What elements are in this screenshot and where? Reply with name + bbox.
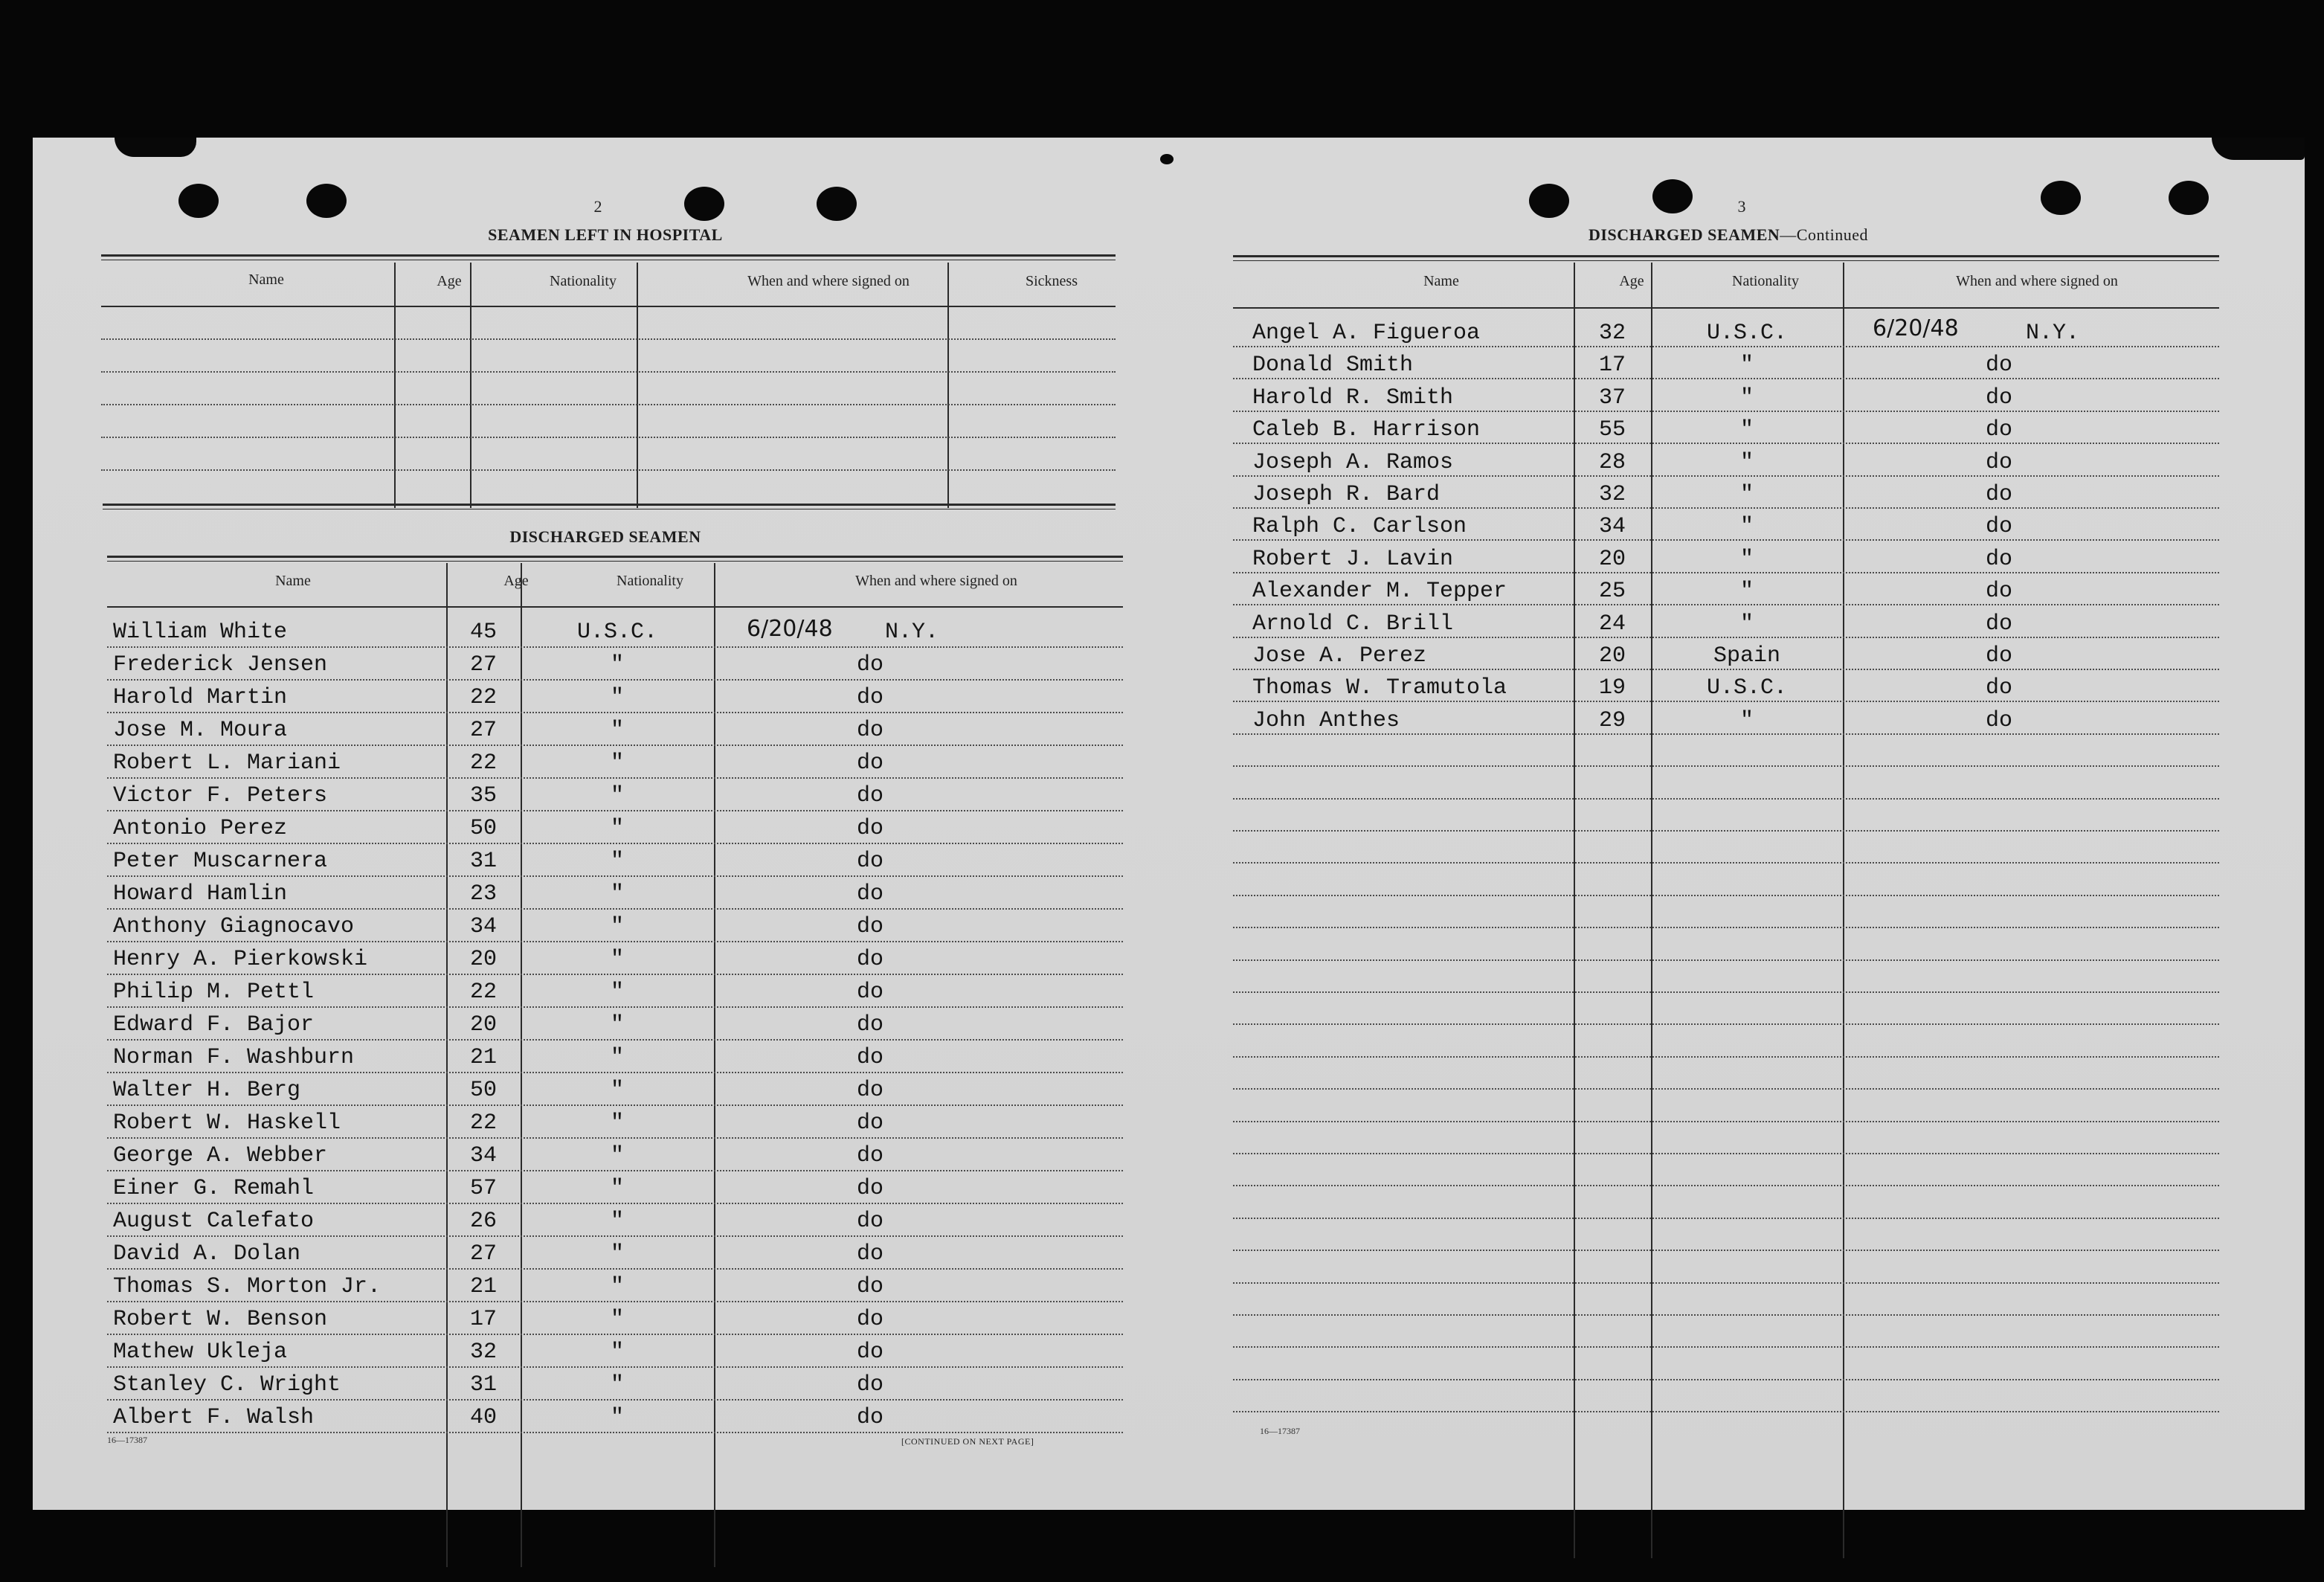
hospital-row-line xyxy=(101,404,1116,405)
seaman-age: 34 xyxy=(469,1143,497,1168)
hospital-top-rule xyxy=(101,254,1116,260)
seaman-name: Einer G. Remahl xyxy=(113,1176,315,1201)
seaman-nationality: " xyxy=(610,980,624,1005)
seaman-name: Howard Hamlin xyxy=(113,881,288,907)
seaman-signed-on: do xyxy=(1985,482,2012,507)
punch-hole xyxy=(684,187,724,221)
seaman-name: Mathew Ukleja xyxy=(113,1340,288,1365)
seaman-age: 22 xyxy=(469,1110,497,1136)
seaman-age: 17 xyxy=(1598,353,1626,378)
seaman-name: John Anthes xyxy=(1252,708,1400,733)
seaman-name: Robert J. Lavin xyxy=(1252,547,1454,572)
seaman-name: Walter H. Berg xyxy=(113,1078,301,1103)
seaman-signed-place: N.Y. xyxy=(2026,321,2080,346)
discharged-row-line xyxy=(107,1170,1123,1171)
seaman-name: Ralph C. Carlson xyxy=(1252,514,1467,539)
hospital-column-divider xyxy=(947,263,949,508)
seaman-age: 27 xyxy=(469,652,497,678)
seaman-signed-on: do xyxy=(856,1340,883,1365)
seaman-name: Henry A. Pierkowski xyxy=(113,947,368,972)
seaman-signed-on: do xyxy=(1985,417,2012,443)
seaman-name: Donald Smith xyxy=(1252,353,1414,378)
discharged-row-line xyxy=(107,712,1123,713)
seaman-name: Alexander M. Tepper xyxy=(1252,579,1507,604)
seaman-signed-on: do xyxy=(856,1307,883,1332)
seaman-nationality: " xyxy=(1739,385,1754,411)
seaman-age: 32 xyxy=(1598,321,1626,346)
seaman-age: 31 xyxy=(469,849,497,874)
seaman-nationality: " xyxy=(610,1307,624,1332)
torn-edge xyxy=(115,138,196,157)
discharged-header-rule xyxy=(107,606,1123,608)
continued-row-line xyxy=(1233,1346,2219,1348)
discharged-row-line xyxy=(107,1039,1123,1041)
continued-row-line xyxy=(1233,507,2219,509)
seaman-age: 40 xyxy=(469,1405,497,1430)
continued-row-line xyxy=(1233,1282,2219,1284)
seaman-signed-on: do xyxy=(856,849,883,874)
seaman-nationality: " xyxy=(1739,417,1754,443)
hospital-column-divider xyxy=(470,263,471,508)
seaman-signed-on: do xyxy=(856,783,883,808)
seaman-age: 45 xyxy=(469,620,497,645)
seaman-name: Thomas W. Tramutola xyxy=(1252,675,1507,701)
seaman-nationality: " xyxy=(610,849,624,874)
continued-row-line xyxy=(1233,1250,2219,1251)
seaman-signed-on: do xyxy=(856,1176,883,1201)
seaman-name: Joseph R. Bard xyxy=(1252,482,1441,507)
seaman-age: 22 xyxy=(469,750,497,776)
seaman-name: David A. Dolan xyxy=(113,1241,301,1267)
seaman-name: Harold Martin xyxy=(113,685,288,710)
seaman-name: Albert F. Walsh xyxy=(113,1405,315,1430)
seaman-signed-on: do xyxy=(1985,514,2012,539)
discharged-row-line xyxy=(107,974,1123,975)
column-header-name: Name xyxy=(248,271,284,288)
punch-hole xyxy=(2169,181,2209,215)
seaman-nationality: " xyxy=(610,718,624,743)
seaman-signed-on: do xyxy=(1985,547,2012,572)
seaman-signed-on: do xyxy=(1985,675,2012,701)
seaman-signed-on: do xyxy=(856,881,883,907)
seaman-signed-on: do xyxy=(856,914,883,939)
seaman-signed-date: 6/20/48 xyxy=(1873,315,1959,341)
discharged-row-line xyxy=(107,1366,1123,1368)
right-header-rule xyxy=(1233,307,2219,309)
seaman-age: 25 xyxy=(1598,579,1626,604)
seaman-signed-on: do xyxy=(1985,643,2012,669)
seaman-name: Frederick Jensen xyxy=(113,652,328,678)
seaman-nationality: " xyxy=(610,1143,624,1168)
continued-row-line xyxy=(1233,475,2219,477)
seaman-nationality: " xyxy=(610,1372,624,1398)
seaman-signed-on: do xyxy=(856,1012,883,1038)
seaman-nationality: " xyxy=(610,685,624,710)
discharged-section-title: DISCHARGED SEAMEN xyxy=(509,527,701,546)
seaman-age: 31 xyxy=(469,1372,497,1398)
column-header-nationality: Nationality xyxy=(550,273,617,289)
seaman-name: Jose A. Perez xyxy=(1252,643,1427,669)
continued-row-line xyxy=(1233,669,2219,670)
discharged-row-line xyxy=(107,646,1123,648)
continued-row-line xyxy=(1233,411,2219,412)
continued-row-line xyxy=(1233,1023,2219,1025)
seaman-name: Robert L. Mariani xyxy=(113,750,341,776)
seaman-signed-on: do xyxy=(1985,611,2012,637)
punch-hole xyxy=(1529,184,1569,218)
continued-row-line xyxy=(1233,798,2219,800)
seaman-nationality: " xyxy=(610,783,624,808)
seaman-name: Anthony Giagnocavo xyxy=(113,914,355,939)
column-header-name: Name xyxy=(1423,273,1459,289)
seaman-signed-on: do xyxy=(856,750,883,776)
continued-row-line xyxy=(1233,1185,2219,1186)
continued-row-line xyxy=(1233,765,2219,767)
column-header-signed-on: When and where signed on xyxy=(1956,273,2118,289)
seaman-name: Jose M. Moura xyxy=(113,718,288,743)
continued-row-line xyxy=(1233,862,2219,864)
seaman-age: 19 xyxy=(1598,675,1626,701)
seaman-age: 21 xyxy=(469,1274,497,1299)
seaman-nationality: " xyxy=(1739,611,1754,637)
discharged-row-line xyxy=(107,843,1123,844)
seaman-nationality: U.S.C. xyxy=(576,620,658,645)
seaman-nationality: " xyxy=(1739,353,1754,378)
discharged-continued-title xyxy=(1542,225,1914,245)
column-header-nationality: Nationality xyxy=(1732,273,1799,289)
document-sheet xyxy=(33,138,2305,1510)
hospital-column-divider xyxy=(637,263,638,508)
continued-row-line xyxy=(1233,604,2219,605)
seaman-signed-on: do xyxy=(856,1110,883,1136)
seaman-name: Antonio Perez xyxy=(113,816,288,841)
discharged-row-line xyxy=(107,679,1123,681)
continued-row-line xyxy=(1233,378,2219,379)
continued-row-line xyxy=(1233,701,2219,702)
hospital-row-line xyxy=(101,371,1116,373)
seaman-age: 23 xyxy=(469,881,497,907)
continued-note: [CONTINUED ON NEXT PAGE] xyxy=(901,1436,1034,1447)
form-code: 16—17387 xyxy=(107,1435,147,1445)
column-header-age: Age xyxy=(503,573,529,589)
column-header-signed-on: When and where signed on xyxy=(855,573,1017,589)
continued-row-line xyxy=(1233,830,2219,832)
seaman-signed-on: do xyxy=(856,1405,883,1430)
seaman-nationality: " xyxy=(610,1241,624,1267)
seaman-age: 17 xyxy=(469,1307,497,1332)
seaman-name: Philip M. Pettl xyxy=(113,980,315,1005)
seaman-signed-on: do xyxy=(856,1045,883,1070)
seaman-age: 57 xyxy=(469,1176,497,1201)
seaman-age: 26 xyxy=(469,1209,497,1234)
discharged-top-rule xyxy=(107,556,1123,562)
continued-row-line xyxy=(1233,1218,2219,1219)
continued-row-line xyxy=(1233,927,2219,928)
seaman-age: 55 xyxy=(1598,417,1626,443)
column-header-sickness: Sickness xyxy=(1026,273,1078,289)
seaman-signed-on: do xyxy=(1985,450,2012,475)
discharged-row-line xyxy=(107,1006,1123,1008)
seaman-signed-on: do xyxy=(856,816,883,841)
continued-row-line xyxy=(1233,1314,2219,1316)
seaman-nationality: " xyxy=(1739,579,1754,604)
seaman-nationality: " xyxy=(610,1340,624,1365)
discharged-row-line xyxy=(107,941,1123,942)
seaman-age: 20 xyxy=(1598,547,1626,572)
seaman-age: 32 xyxy=(469,1340,497,1365)
seaman-name: Norman F. Washburn xyxy=(113,1045,355,1070)
seaman-nationality: " xyxy=(610,1176,624,1201)
seaman-name: Joseph A. Ramos xyxy=(1252,450,1454,475)
seaman-nationality: " xyxy=(610,914,624,939)
discharged-row-line xyxy=(107,1334,1123,1335)
hospital-row-line xyxy=(101,437,1116,438)
discharged-row-line xyxy=(107,777,1123,779)
seaman-age: 34 xyxy=(469,914,497,939)
seaman-nationality: " xyxy=(610,1078,624,1103)
seaman-name: August Calefato xyxy=(113,1209,315,1234)
seaman-nationality: " xyxy=(1739,450,1754,475)
seaman-signed-on: do xyxy=(856,1241,883,1267)
discharged-row-line xyxy=(107,1235,1123,1237)
seaman-name: Thomas S. Morton Jr. xyxy=(113,1274,382,1299)
seaman-nationality: " xyxy=(610,947,624,972)
seaman-signed-on: do xyxy=(1985,385,2012,411)
seaman-name: Robert W. Benson xyxy=(113,1307,328,1332)
seaman-nationality: " xyxy=(610,1274,624,1299)
continued-row-line xyxy=(1233,637,2219,638)
seaman-age: 21 xyxy=(469,1045,497,1070)
discharged-row-line xyxy=(107,745,1123,746)
seaman-age: 22 xyxy=(469,980,497,1005)
seaman-nationality: U.S.C. xyxy=(1706,321,1788,346)
seaman-signed-on: do xyxy=(856,1078,883,1103)
seaman-signed-date: 6/20/48 xyxy=(747,616,833,642)
hospital-section-title: SEAMEN LEFT IN HOSPITAL xyxy=(488,225,723,244)
discharged-row-line xyxy=(107,1301,1123,1302)
seaman-nationality: " xyxy=(610,1110,624,1136)
seaman-name: Harold R. Smith xyxy=(1252,385,1454,411)
discharged-row-line xyxy=(107,1072,1123,1073)
column-header-age: Age xyxy=(437,273,462,289)
seaman-age: 32 xyxy=(1598,482,1626,507)
seaman-age: 35 xyxy=(469,783,497,808)
seaman-signed-place: N.Y. xyxy=(885,620,939,645)
punch-hole xyxy=(1652,179,1693,213)
continued-row-line xyxy=(1233,1056,2219,1058)
column-header-name: Name xyxy=(275,573,311,589)
discharged-row-line xyxy=(107,875,1123,877)
discharged-row-line xyxy=(107,1203,1123,1204)
hospital-row-line xyxy=(101,469,1116,471)
seaman-name: Angel A. Figueroa xyxy=(1252,321,1481,346)
discharged-row-line xyxy=(107,1432,1123,1433)
seaman-signed-on: do xyxy=(856,718,883,743)
seaman-age: 50 xyxy=(469,816,497,841)
continued-row-line xyxy=(1233,572,2219,573)
continued-row-line xyxy=(1233,1121,2219,1122)
seaman-name: Victor F. Peters xyxy=(113,783,328,808)
seaman-nationality: " xyxy=(610,1012,624,1038)
seaman-nationality: Spain xyxy=(1713,643,1780,669)
seaman-nationality: " xyxy=(610,750,624,776)
right-top-rule xyxy=(1233,255,2219,261)
seaman-name: Arnold C. Brill xyxy=(1252,611,1454,637)
punch-hole xyxy=(178,184,219,218)
seaman-nationality: " xyxy=(1739,482,1754,507)
continued-row-line xyxy=(1233,1379,2219,1380)
seaman-age: 22 xyxy=(469,685,497,710)
form-code: 16—17387 xyxy=(1260,1426,1300,1436)
seaman-nationality: " xyxy=(610,652,624,678)
seaman-age: 27 xyxy=(469,718,497,743)
seaman-nationality: " xyxy=(1739,514,1754,539)
seaman-nationality: " xyxy=(610,1405,624,1430)
seaman-age: 27 xyxy=(469,1241,497,1267)
seaman-name: Stanley C. Wright xyxy=(113,1372,341,1398)
seaman-signed-on: do xyxy=(1985,353,2012,378)
continued-row-line xyxy=(1233,1153,2219,1154)
punch-hole xyxy=(2041,181,2081,215)
page-number: 3 xyxy=(1737,197,1746,216)
seaman-nationality: U.S.C. xyxy=(1706,675,1788,701)
seaman-age: 37 xyxy=(1598,385,1626,411)
continued-row-line xyxy=(1233,895,2219,896)
seaman-name: George A. Webber xyxy=(113,1143,328,1168)
seaman-age: 20 xyxy=(1598,643,1626,669)
hospital-column-divider xyxy=(394,263,396,508)
torn-edge xyxy=(1160,154,1174,164)
continued-row-line xyxy=(1233,733,2219,735)
seaman-nationality: " xyxy=(610,1045,624,1070)
torn-edge xyxy=(2212,138,2305,160)
seaman-signed-on: do xyxy=(856,1274,883,1299)
seaman-name: Robert W. Haskell xyxy=(113,1110,341,1136)
seaman-signed-on: do xyxy=(856,685,883,710)
hospital-bottom-rule xyxy=(103,504,1116,509)
seaman-age: 28 xyxy=(1598,450,1626,475)
seaman-nationality: " xyxy=(610,1209,624,1234)
discharged-row-line xyxy=(107,810,1123,811)
seaman-name: Edward F. Bajor xyxy=(113,1012,315,1038)
seaman-signed-on: do xyxy=(856,652,883,678)
punch-hole xyxy=(817,187,857,221)
seaman-nationality: " xyxy=(1739,547,1754,572)
seaman-age: 20 xyxy=(469,947,497,972)
seaman-name: William White xyxy=(113,620,288,645)
seaman-name: Peter Muscarnera xyxy=(113,849,328,874)
seaman-name: Caleb B. Harrison xyxy=(1252,417,1481,443)
hospital-header-rule xyxy=(101,306,1116,307)
continued-row-line xyxy=(1233,346,2219,347)
page-number: 2 xyxy=(593,197,602,216)
seaman-nationality: " xyxy=(1739,708,1754,733)
continued-row-line xyxy=(1233,1088,2219,1090)
seaman-age: 50 xyxy=(469,1078,497,1103)
continued-row-line xyxy=(1233,443,2219,444)
seaman-signed-on: do xyxy=(1985,579,2012,604)
continued-row-line xyxy=(1233,1411,2219,1412)
discharged-row-line xyxy=(107,1268,1123,1270)
hospital-row-line xyxy=(101,338,1116,340)
seaman-age: 34 xyxy=(1598,514,1626,539)
continued-row-line xyxy=(1233,539,2219,541)
seaman-nationality: " xyxy=(610,881,624,907)
discharged-row-line xyxy=(107,1399,1123,1401)
discharged-title-main: DISCHARGED SEAMEN xyxy=(1589,225,1780,244)
column-header-signed-on: When and where signed on xyxy=(747,273,910,289)
discharged-row-line xyxy=(107,1137,1123,1139)
punch-hole xyxy=(306,184,347,218)
seaman-signed-on: do xyxy=(856,1209,883,1234)
continued-row-line xyxy=(1233,959,2219,961)
seaman-signed-on: do xyxy=(856,980,883,1005)
column-header-nationality: Nationality xyxy=(617,573,683,589)
column-header-age: Age xyxy=(1619,273,1644,289)
seaman-age: 29 xyxy=(1598,708,1626,733)
seaman-signed-on: do xyxy=(856,947,883,972)
seaman-age: 20 xyxy=(469,1012,497,1038)
seaman-signed-on: do xyxy=(856,1372,883,1398)
seaman-age: 24 xyxy=(1598,611,1626,637)
seaman-signed-on: do xyxy=(856,1143,883,1168)
seaman-nationality: " xyxy=(610,816,624,841)
seaman-signed-on: do xyxy=(1985,708,2012,733)
discharged-row-line xyxy=(107,908,1123,910)
continued-row-line xyxy=(1233,991,2219,993)
discharged-title-continued: —Continued xyxy=(1780,225,1868,244)
discharged-row-line xyxy=(107,1104,1123,1106)
